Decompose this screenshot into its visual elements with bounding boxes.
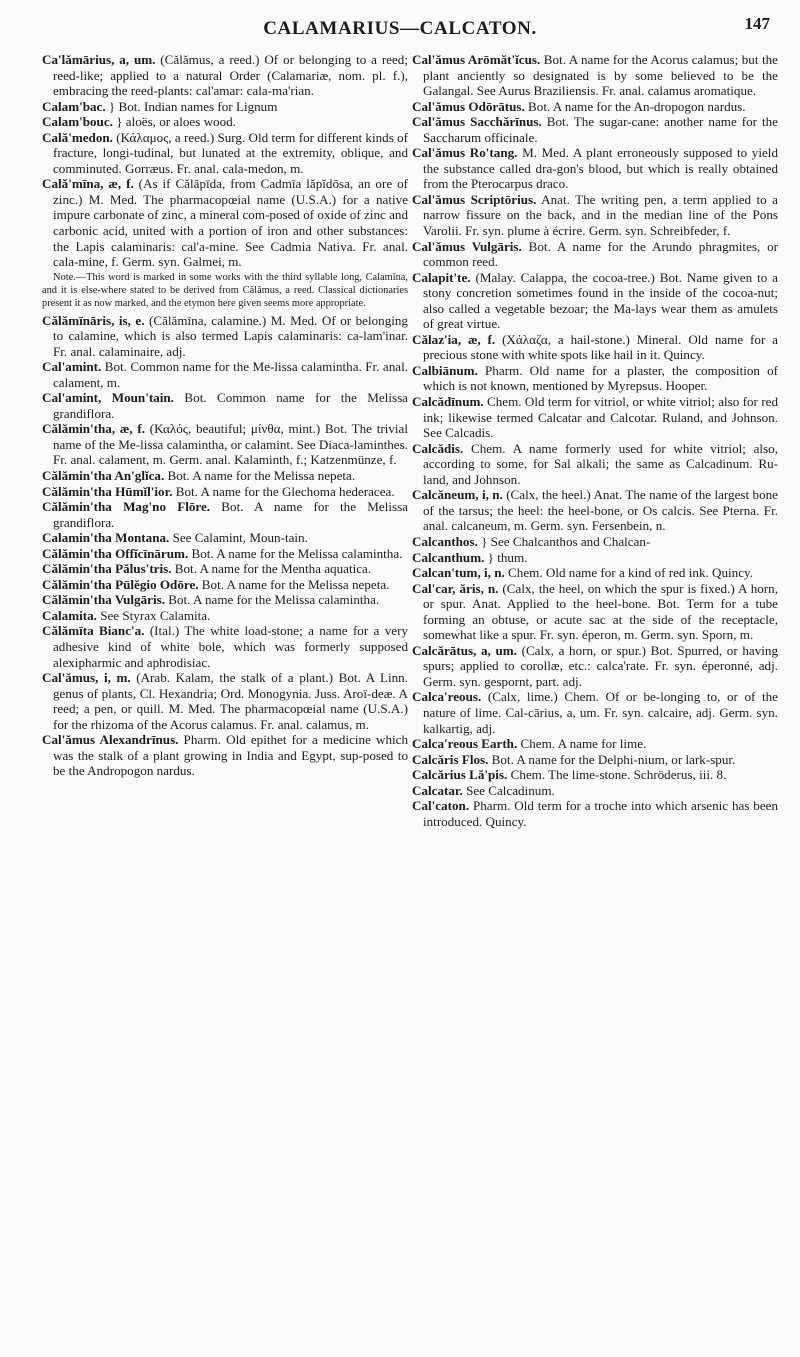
headword: Cal'ămus Ro'tang. — [412, 145, 518, 161]
headword: Calcăris Flos. — [412, 751, 489, 767]
entry-calcanthum: Calcanthum. } thum. — [412, 549, 528, 565]
headword: Călaz'ia, æ, f. — [412, 331, 496, 347]
entry-calamintha-montana: Calamin'tha Montana. See Calamint, Moun-tain. — [42, 530, 308, 546]
headword: Calcădis. — [412, 440, 464, 456]
entry-calaminaris: Călămīnāris, is, e. (Călămīna, calamine.) M. Med. Of or belonging to calamine, which is also termed Lapis calaminaris: ca-lam'inar. Fr. anal. calaminaire, adj. — [42, 312, 408, 359]
entry-calamarius: Ca'lămārius, a, um. (Călămus, a reed.) Of or belonging to a reed; reed-like; applied to a natural Order (Calamariæ, nom. pl. f.), embracing the reed-plants: cal'amar: cala-ma'rian. — [42, 52, 408, 99]
entry-calcanthos: Calcanthos. } See Chalcanthos and Chalcan- — [412, 533, 651, 549]
headword: Cală'mīna, æ, f. — [42, 176, 134, 192]
headword: Calcanthum. — [412, 549, 485, 565]
headword: Călămin'tha Offĭcīnārum. — [42, 545, 189, 561]
headword: Călămin'tha An'glĭca. — [42, 468, 165, 484]
entry-calcarius-lapis: Calcărius Lă'pis. Chem. The lime-stone. Schröderus, iii. 8. — [412, 767, 727, 783]
entry-calambac: Calam'bac. } Bot. Indian names for Lignum — [42, 98, 278, 114]
headword: Cal'ămus, i, m. — [42, 670, 131, 686]
entry-calcatar: Calcatar. See Calcadinum. — [412, 782, 555, 798]
entry-calazia: Călaz'ia, æ, f. (Χάλαζα, a hail-stone.) Mineral. Old name for a precious stone with white spots like hail in it. Quincy. — [412, 331, 778, 363]
right-column — [412, 52, 778, 829]
entry-calamintha-magno-flore: Călămin'tha Mag'no Flōre. Bot. A name for the Melissa grandiflora. — [42, 499, 408, 530]
left-column — [42, 52, 408, 779]
headword: Cal'ămus Arōmăt'ĭcus. — [412, 52, 541, 67]
entry-calamus-rotang: Cal'ămus Ro'tang. M. Med. A plant erroneously supposed to yield the substance called dra-gon's blood, but which is really obtained from the Pterocarpus draco. — [412, 145, 778, 192]
entry-calamintha-palustris: Călămin'tha Pălus'tris. Bot. A name for the Mentha aquatica. — [42, 561, 372, 577]
headword: Calam'bouc. — [42, 114, 113, 130]
headword: Calcărātus, a, um. — [412, 642, 517, 658]
entry-calamita: Calamita. See Styrax Calamita. — [42, 607, 211, 623]
headword: Cal'ămus Scriptōrius. — [412, 191, 537, 207]
entry-calamint-mountain: Cal'amint, Moun'tain. Bot. Common name for the Melissa grandiflora. — [42, 390, 408, 421]
entry-calcaton: Cal'caton. Pharm. Old term for a troche into which arsenic has been introduced. Quincy. — [412, 798, 778, 829]
entry-calamus-vulgaris: Cal'ămus Vulgāris. Bot. A name for the Arundo phragmites, or common reed. — [412, 238, 779, 270]
headword: Calapit'te. — [412, 269, 471, 285]
headword: Calcatar. — [412, 782, 463, 798]
entry-calambouc: Calam'bouc. } aloës, or aloes wood. — [42, 114, 236, 130]
headword: Cal'ămus Alexandrīnus. — [42, 732, 179, 748]
headword: Cal'amint. — [42, 359, 102, 375]
entry-calapitte: Calapit'te. (Malay. Calappa, the cocoa-tree.) Bot. Name given to a stony concretion sometimes found in the inside of the cocoa-nut; also called a vegetable bezoar; the Ma-lays wear them as amulets of great virtue. — [412, 269, 778, 332]
page-number: 147 — [744, 14, 770, 33]
headword: Calcădīnum. — [412, 394, 484, 410]
entry-calcadis: Calcădis. Chem. A name formerly used for white vitriol; also, according to some, for Sal alkali; the same as Calcadinum. Ru-land, and Johnson. — [412, 440, 778, 487]
headword: Calcan'tum, i, n. — [412, 565, 505, 581]
headword: Cală'medon. — [42, 129, 113, 145]
headword: Călămīnāris, is, e. — [42, 312, 145, 328]
entry-calamita-bianca: Călămīta Bianc'a. (Ital.) The white load-stone; a name for a very adhesive kind of white bole, which was formerly supposed alexipharmic and aphrodisiac. — [42, 623, 408, 670]
entry-calamus-aromaticus: Cal'ămus Arōmăt'ĭcus. Bot. A name for the Acorus calamus; but the plant anciently so designated is by some believed to be the Galangal. See Aurus Braziliensis. Fr. anal. calamus aromatique. — [412, 52, 778, 99]
headword: Călămin'tha Pūlĕgio Odōre. — [42, 576, 199, 592]
entry-calcareous: Calca'reous. (Calx, lime.) Chem. Of or be-longing to, or of the nature of lime. Cal-cārius, a, um. Fr. syn. calcaire, adj. Germ. syn. kalkartig, adj. — [412, 689, 778, 736]
headword: Cal'ămus Vulgāris. — [412, 238, 522, 254]
headword: Calam'bac. — [42, 98, 106, 114]
entry-calcaratus: Calcărātus, a, um. (Calx, a horn, or spur.) Bot. Spurred, or having spurs; applied to corollæ, etc.: calca'rate. Fr. syn. éperonné, adj. Germ. syn. gespornt, part. adj. — [412, 642, 778, 689]
headword: Ca'lămārius, a, um. — [42, 52, 156, 67]
entry-calamintha-anglica: Călămin'tha An'glĭca. Bot. A name for the Melissa nepeta. — [42, 468, 356, 484]
entry-calcaris-flos: Calcăris Flos. Bot. A name for the Delphi-nium, or lark-spur. — [412, 751, 736, 767]
entry-calamintha: Călămin'tha, æ, f. (Καλός, beautiful; μίνθα, mint.) Bot. The trivial name of the Me-lissa calamintha, or calamint. See Diaca-laminthes. Fr. anal. calament, m. Germ. anal. Kalaminth, f.; Katzenmünze, f. — [42, 421, 408, 468]
headword: Calca'reous. — [412, 689, 482, 705]
headword: Calcăneum, i, n. — [412, 487, 503, 503]
entry-calbianum: Calbiānum. Pharm. Old name for a plaster, the composition of which is not known, mentioned by Myrepsus. Hooper. — [412, 362, 778, 394]
headword: Călămin'tha, æ, f. — [42, 421, 145, 437]
entry-calcareous-earth: Calca'reous Earth. Chem. A name for lime. — [412, 736, 647, 752]
headword: Călămin'tha Hūmĭl'ior. — [42, 483, 173, 499]
entry-calamedon: Cală'medon. (Κάλαμος, a reed.) Surg. Old term for different kinds of fracture, longi-tudinal, but lunated at the extremity, oblique, and comminuted. Gorræus. Fr. anal. cala-medon, m. — [42, 129, 408, 176]
entry-calamintha-officinarum: Călămin'tha Offĭcīnārum. Bot. A name for the Melissa calamintha. — [42, 545, 403, 561]
headword: Cal'ămus Sacchărīnus. — [412, 114, 542, 130]
entry-calamintha-humilior: Călămin'tha Hūmĭl'ior. Bot. A name for the Glechoma hederacea. — [42, 483, 395, 499]
headword: Călămin'tha Mag'no Flōre. — [42, 499, 211, 515]
entry-calamus-odoratus: Cal'ămus Odōrātus. Bot. A name for the An-dropogon nardus. — [412, 98, 746, 114]
entry-calcantum: Calcan'tum, i, n. Chem. Old name for a kind of red ink. Quincy. — [412, 565, 754, 581]
entry-calamina: Cală'mīna, æ, f. (As if Călăpīda, from Cadmīa lăpĭdōsa, an ore of zinc.) M. Med. The pharmacopœial name (U.S.A.) for a native impure carbonate of zinc, a mineral com-posed of oxide of zinc and carbonic acid, united with a portion of iron and other substances: the Lapis calaminaris: cal'a-mine. See Cadmia Nativa. Fr. anal. cala-mine, f. Germ. syn. Galmei, m. — [42, 176, 408, 270]
headword: Calamin'tha Montana. — [42, 530, 170, 546]
headword: Cal'caton. — [412, 798, 470, 814]
entry-calamint: Cal'amint. Bot. Common name for the Me-lissa calamintha. Fr. anal. calament, m. — [42, 359, 408, 390]
entry-calcadinum: Calcădīnum. Chem. Old term for vitriol, or white vitriol; also for red ink; likewise termed Calcatar and Calcotar. Ruland, and Johnson. See Calcadis. — [412, 394, 778, 441]
entry-calamintha-pulegio-odore: Călămin'tha Pūlĕgio Odōre. Bot. A name for the Melissa nepeta. — [42, 576, 390, 592]
running-head: CALAMARIUS—CALCATON. — [263, 18, 537, 39]
headword: Cal'amint, Moun'tain. — [42, 390, 174, 406]
headword: Calbiānum. — [412, 362, 478, 378]
entry-calamintha-vulgaris: Călămin'tha Vulgāris. Bot. A name for the Melissa calamintha. — [42, 592, 380, 608]
headword: Calcanthos. — [412, 533, 478, 549]
entry-calamus-alexandrinus: Cal'ămus Alexandrīnus. Pharm. Old epithet for a medicine which was the stalk of a plant growing in India and Egypt, sup-posed to be the Andropogon nardus. — [42, 732, 409, 779]
headword: Cal'car, ăris, n. — [412, 580, 499, 596]
headword: Calcărius Lă'pis. — [412, 767, 508, 783]
headword: Călămin'tha Pălus'tris. — [42, 561, 172, 577]
headword: Călămīta Bianc'a. — [42, 623, 145, 639]
headword: Calamita. — [42, 607, 97, 623]
headword: Calca'reous Earth. — [412, 736, 518, 752]
entry-calcaneum: Calcăneum, i, n. (Calx, the heel.) Anat. The name of the largest bone of the tarsus; the heel: the heel-bone, or Os calcis. See Pterna. Fr. anal. calcaneum, m. Germ. syn. Fersenbein, n. — [412, 487, 778, 534]
headword: Călămin'tha Vulgāris. — [42, 592, 165, 608]
entry-calamus-scriptorius: Cal'ămus Scriptōrius. Anat. The writing pen, a term applied to a narrow fissure on the back, and in the median line of the Pons Varolii. Fr. syn. plume à écrire. Germ. syn. Schreibfeder, f. — [412, 191, 778, 239]
headword: Cal'ămus Odōrātus. — [412, 98, 525, 114]
note-calamina: Note.—This word is marked in some works with the third syllable long, Calamīna, and it is else-where stated to be derived from Călămus, a reed. Classical dictionaries present it as now marked, and the etymon here given seems more appropriate. — [42, 271, 408, 310]
entry-calamus: Cal'ămus, i, m. (Arab. Kalam, the stalk of a plant.) Bot. A Linn. genus of plants, Cl. Hexandria; Ord. Monogynia. Juss. Aroï-deæ. A reed; a pen, or quill. M. Med. The pharmacopœial name (U.S.A.) for the rhizoma of the Acorus calamus. Fr. anal. calamus, m. — [42, 670, 408, 732]
page-header — [0, 14, 800, 44]
entry-calcar: Cal'car, ăris, n. (Calx, the heel, on which the spur is fixed.) A horn, or spur. Anat. Applied to the heel-bone. Bot. Term for a tube forming an obtuse, or acute sac at the side of the receptacle, somewhat like a spur. Fr. syn. éperon, m. Germ. syn. Sporn, m. — [412, 580, 778, 643]
entry-calamus-saccharinus: Cal'ămus Sacchărīnus. Bot. The sugar-cane: another name for the Saccharum officinale. — [412, 114, 778, 145]
